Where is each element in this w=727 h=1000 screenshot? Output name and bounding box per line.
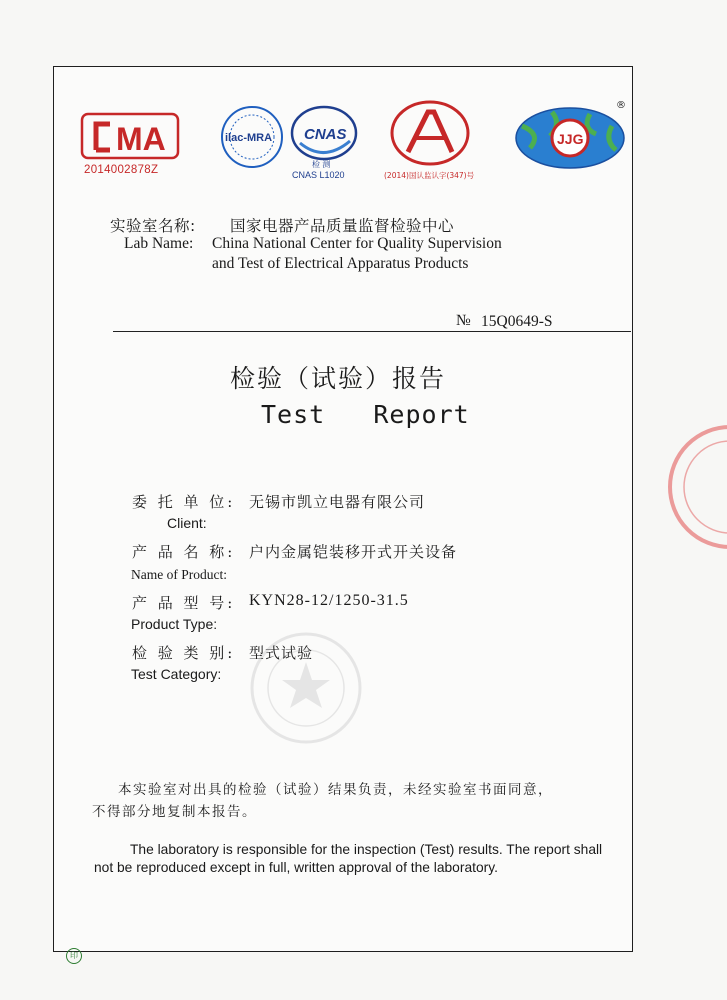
notice-cn-line2: 不得部分地复制本报告。 [92,804,257,820]
cnas-sub-label: 检 测 [312,160,331,169]
report-number: 15Q0649-S [481,313,553,330]
report-number-symbol: № [456,312,471,329]
lab-label-en: Lab Name: [124,235,194,252]
cnas-logo-text: CNAS [304,126,347,143]
report-number-underline [113,331,631,332]
title-cn: 检验（试验）报告 [230,364,447,393]
cnas-number: CNAS L1020 [292,170,345,180]
test-category-label-en: Test Category: [131,666,222,682]
lab-name-cn: 国家电器产品质量监督检验中心 [230,217,455,235]
product-name-label-cn: 产 品 名 称: [132,543,236,561]
print-mark: 印 [66,948,82,964]
product-type-value: KYN28-12/1250-31.5 [249,592,409,609]
cma-number: 2014002878Z [84,164,159,176]
ilac-cnas-graphic [216,103,366,169]
test-category-value: 型式试验 [249,644,314,662]
product-type-label-cn: 产 品 型 号: [132,594,236,612]
faint-seal [246,628,366,748]
lab-name-en-line2: and Test of Electrical Apparatus Products [212,255,469,272]
red-seal-partial [656,425,727,555]
test-category-label-cn: 检 验 类 别: [132,644,236,662]
notice-en-line2: not be reproduced except in full, written approval of the laboratory. [94,860,498,875]
ilac-cnas-logo [216,103,366,183]
globe-logo-graphic [512,104,632,174]
client-label-en: Client: [167,515,207,531]
lab-name-en-line1: China National Center for Quality Supervision [212,235,502,252]
cal-logo-graphic [378,100,498,170]
cal-logo [378,100,498,182]
ilac-logo-text: ilac-MRA [225,132,273,144]
product-name-value: 户内金属铠装移开式开关设备 [249,543,458,561]
cma-logo-text: MA [116,121,166,157]
globe-certification-logo [512,100,632,174]
product-name-label-en: Name of Product: [131,567,227,582]
notice-en-line1: The laboratory is responsible for the inspection (Test) results. The report shall [130,842,603,857]
title-en: Test Report [261,400,470,429]
product-type-label-en: Product Type: [131,616,218,632]
notice-cn-line1: 本实验室对出具的检验（试验）结果负责，未经实验室书面同意， [118,782,553,798]
client-value: 无锡市凯立电器有限公司 [249,493,426,511]
globe-logo-text: JJG [557,131,584,147]
cma-logo [80,112,180,182]
cma-logo-graphic [80,112,180,162]
client-label-cn: 委 托 单 位: [132,493,236,511]
registered-mark: ® [616,100,626,111]
cal-approval-number: (2014)国认监认字(347)号 [384,171,475,180]
lab-label-cn: 实验室名称: [110,217,196,235]
